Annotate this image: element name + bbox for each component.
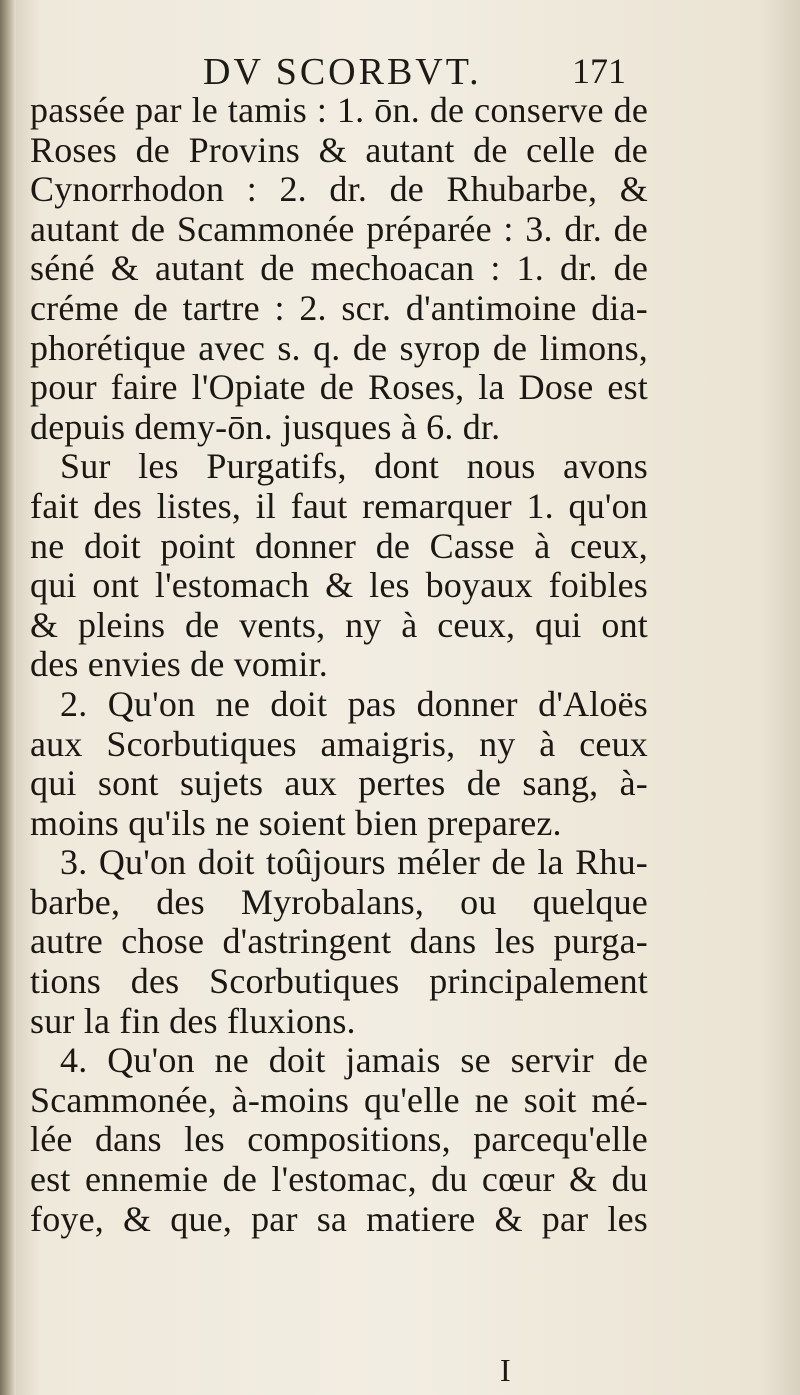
text-line: pour faire l'Opiate de Roses, la Dose est [30,367,648,408]
text-line: des envies de vomir. [30,644,328,685]
text-line: foye, & que, par sa matiere & par les [30,1198,648,1239]
running-head: DV SCORBVT. [203,51,482,93]
body-text [30,91,648,1239]
text-line: Sur les Purgatifs, dont nous avons [60,446,648,487]
text-line: & pleins de vents, ny à ceux, qui ont [30,604,648,645]
text-line: autant de Scammonée préparée : 3. dr. de [30,208,648,249]
text-line: tions des Scorbutiques principalement [30,961,648,1002]
text-line: qui ont l'estomach & les boyaux foibles [30,565,648,606]
text-line: aux Scorbutiques amaigris, ny à ceux [30,723,648,764]
signature-mark: I [500,1352,511,1388]
text-line: 4. Qu'on ne doit jamais se servir de [60,1040,648,1081]
page-binding-edge [0,0,16,1395]
text-line: 2. Qu'on ne doit pas donner d'Aloës [60,683,648,724]
text-line: lée dans les compositions, parcequ'elle [30,1119,648,1160]
page-number: 171 [572,51,626,91]
text-line: est ennemie de l'estomac, du cœur & du [30,1159,648,1200]
text-line: fait des listes, il faut remarquer 1. qu'on [30,485,648,526]
text-line: moins qu'ils ne soient bien preparez. [30,802,562,843]
text-line: passée par le tamis : 1. ōn. de conserve de [30,90,648,130]
text-line: depuis demy-ōn. jusques à 6. dr. [30,406,501,447]
text-line: qui sont sujets aux pertes de sang, à- [30,763,648,804]
text-line: ne doit point donner de Casse à ceux, [30,525,648,566]
text-line: créme de tartre : 2. scr. d'antimoine dia- [30,287,648,328]
text-line: phorétique avec s. q. de syrop de limons, [30,327,648,368]
text-line: sur la fin des fluxions. [30,1000,356,1041]
text-line: 3. Qu'on doit toûjours méler de la Rhu- [60,842,648,883]
text-line: autre chose d'astringent dans les purga- [30,921,648,962]
text-line: séné & autant de mechoacan : 1. dr. de [30,248,648,289]
text-line: barbe, des Myrobalans, ou quelque [30,881,648,922]
text-line: Roses de Provins & autant de celle de [30,129,648,170]
text-line: Cynorrhodon : 2. dr. de Rhubarbe, & [30,169,648,210]
text-line: Scammonée, à-moins qu'elle ne soit mé- [30,1079,648,1120]
